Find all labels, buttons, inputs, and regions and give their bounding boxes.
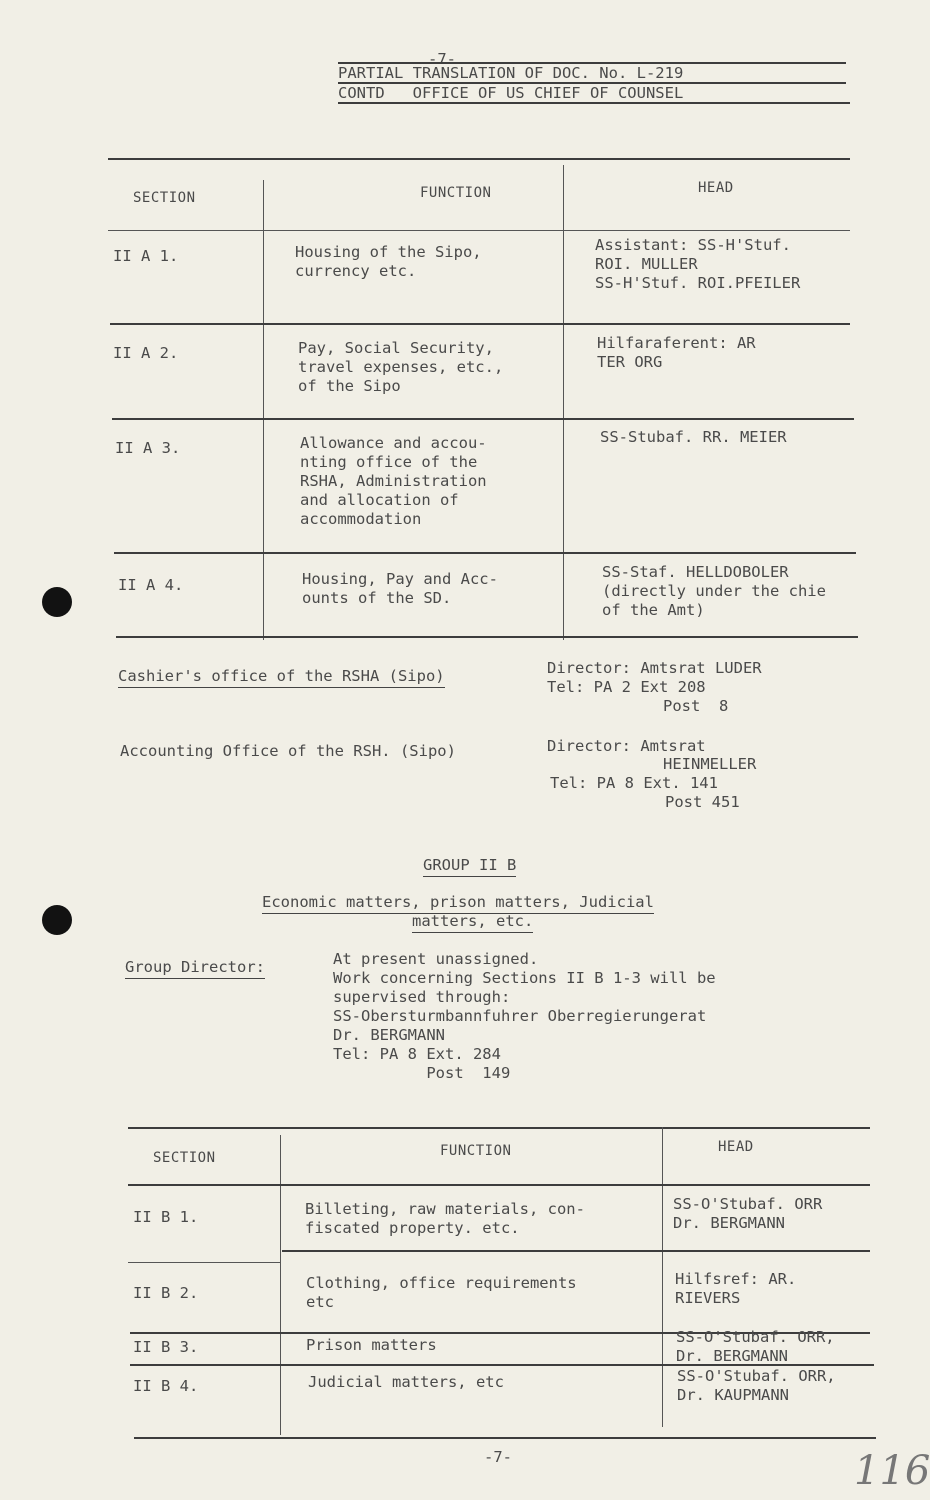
row-head: SS-O'Stubaf. ORR, Dr. KAUPMANN [677, 1367, 836, 1404]
table2-top-rule [128, 1127, 870, 1129]
row-head: Hilfaraferent: AR TER ORG [597, 334, 756, 371]
table2-row-rule-1b [128, 1262, 280, 1263]
table2-row-rule-1 [282, 1250, 870, 1252]
office-tel: Tel: PA 8 Ext. 141 [550, 774, 718, 792]
table1-col-section: SECTION [133, 190, 196, 206]
office-director-name: HEINMELLER [663, 755, 757, 773]
page-number-bottom: -7- [484, 1448, 512, 1466]
row-function: Billeting, raw materials, con- fiscated property. etc. [305, 1200, 585, 1237]
group-director-text: At present unassigned. Work concerning Sections II B 1-3 will be supervised through: SS-Obersturmbannfuhrer Oberregierungerat Dr. BERGMANN Tel: PA 8 Ext. 284 Post 149 [333, 950, 716, 1082]
table2-col-head: HEAD [718, 1139, 754, 1155]
punch-hole-1 [42, 587, 72, 617]
office-name: Accounting Office of the RSH. (Sipo) [120, 742, 456, 760]
title-rule-1 [338, 62, 846, 64]
row-head: Hilfsref: AR. RIEVERS [675, 1270, 797, 1307]
row-section: II A 1. [113, 247, 179, 265]
doc-title-line2: CONTD OFFICE OF US CHIEF OF COUNSEL [338, 84, 684, 102]
table1-top-rule [108, 158, 850, 160]
row-section: II B 4. [133, 1377, 199, 1395]
table1-bottom-rule [116, 636, 858, 638]
row-section: II A 3. [115, 439, 181, 457]
row-section: II A 4. [118, 576, 184, 594]
row-head: SS-Staf. HELLDOBOLER (directly under the chie of the Amt) [602, 563, 826, 619]
group-title: GROUP II B [423, 856, 516, 877]
row-function: Housing of the Sipo, currency etc. [295, 243, 482, 280]
table1-row-rule-1 [110, 323, 850, 325]
group-director-label: Group Director: [125, 958, 265, 979]
row-section: II B 1. [133, 1208, 199, 1226]
row-function: Clothing, office requirements etc [306, 1274, 577, 1311]
row-section: II A 2. [113, 344, 179, 362]
row-section: II B 3. [133, 1338, 199, 1356]
table1-col-function: FUNCTION [420, 185, 492, 201]
table1-divider-a [263, 180, 264, 640]
handwritten-page-mark: 116 [854, 1448, 930, 1494]
office-post: Post 451 [665, 793, 740, 811]
row-function: Pay, Social Security, travel expenses, etc., of the Sipo [298, 339, 504, 395]
row-function: Prison matters [306, 1336, 437, 1354]
title-rule-3 [338, 102, 850, 104]
table1-col-head: HEAD [698, 180, 734, 196]
table2-row-rule-3 [130, 1364, 874, 1366]
row-head: SS-Stubaf. RR. MEIER [600, 428, 787, 446]
row-function: Allowance and accou- nting office of the RSHA, Administration and allocation of accommodation [300, 434, 487, 528]
table2-col-section: SECTION [153, 1150, 216, 1166]
table2-divider-a [280, 1135, 281, 1435]
office-post: Post 8 [663, 697, 729, 715]
group-subtitle-line2: matters, etc. [412, 912, 533, 933]
row-function: Housing, Pay and Acc- ounts of the SD. [302, 570, 498, 607]
office-director: Director: Amtsrat LUDER [547, 659, 762, 677]
table1-header-rule [108, 230, 850, 231]
table1-row-rule-2 [112, 418, 854, 420]
table2-col-function: FUNCTION [440, 1143, 512, 1159]
table2-divider-b [662, 1127, 663, 1427]
table1-row-rule-3 [114, 552, 856, 554]
punch-hole-2 [42, 905, 72, 935]
row-head: SS-O'Stubaf. ORR Dr. BERGMANN [673, 1195, 823, 1232]
table2-header-rule [128, 1184, 870, 1186]
row-head: SS-O'Stubaf. ORR, Dr. BERGMANN [676, 1328, 835, 1365]
row-section: II B 2. [133, 1284, 199, 1302]
office-name: Cashier's office of the RSHA (Sipo) [118, 667, 445, 688]
page-number-top: -7- [428, 50, 456, 68]
table1-divider-b [563, 165, 564, 640]
row-function: Judicial matters, etc [308, 1373, 504, 1391]
doc-title-line1: PARTIAL TRANSLATION OF DOC. No. L-219 [338, 64, 684, 82]
table2-bottom-rule [134, 1437, 876, 1439]
row-head: Assistant: SS-H'Stuf. ROI. MULLER SS-H'Stuf. ROI.PFEILER [595, 236, 801, 292]
office-tel: Tel: PA 2 Ext 208 [547, 678, 706, 696]
group-subtitle-line1: Economic matters, prison matters, Judicial [262, 893, 654, 914]
office-director: Director: Amtsrat [547, 737, 706, 755]
